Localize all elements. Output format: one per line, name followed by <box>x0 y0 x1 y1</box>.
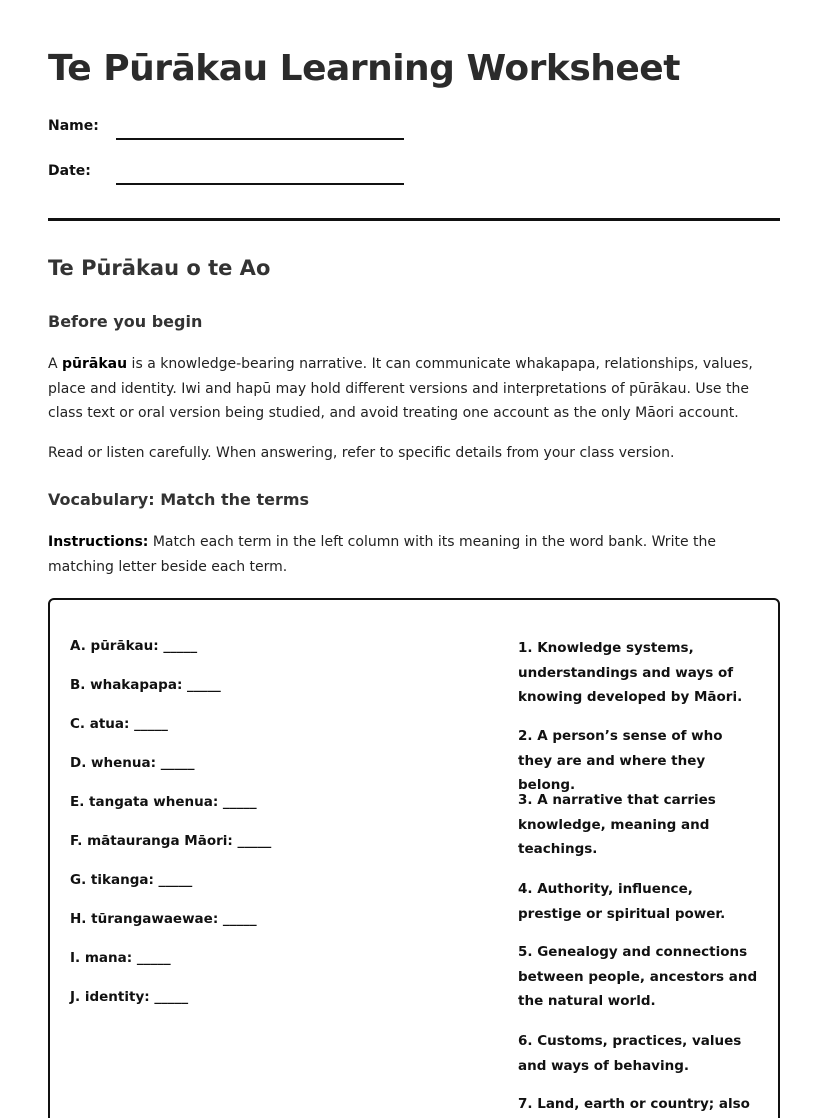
page-title: Te Pūrākau Learning Worksheet <box>48 48 680 89</box>
term-item[interactable]: D. whenua: _____ <box>70 755 195 771</box>
name-field <box>48 118 408 146</box>
intro-term: pūrākau <box>62 356 128 372</box>
term-item[interactable]: B. whakapapa: _____ <box>70 677 221 693</box>
definition-item: 4. Authority, influence, prestige or spiritual power. <box>518 881 726 922</box>
instructions-paragraph <box>48 530 780 579</box>
definition-item: 2. A person’s sense of who they are and where they belong. <box>518 728 723 793</box>
before-heading: Before you begin <box>48 312 203 331</box>
name-blank-line[interactable] <box>116 138 404 140</box>
date-blank-line[interactable] <box>116 183 404 185</box>
term-item[interactable]: H. tūrangawaewae: _____ <box>70 911 257 927</box>
term-item[interactable]: G. tikanga: _____ <box>70 872 193 888</box>
matching-box <box>48 598 780 1118</box>
term-item[interactable]: F. mātauranga Māori: _____ <box>70 833 272 849</box>
term-item[interactable]: E. tangata whenua: _____ <box>70 794 257 810</box>
definition-item: 1. Knowledge systems, understandings and ways of knowing developed by Māori. <box>518 640 743 705</box>
name-label: Name: <box>48 118 99 134</box>
term-item[interactable]: J. identity: _____ <box>70 989 189 1005</box>
definition-item: 7. Land, earth or country; also <box>518 1096 750 1112</box>
term-item[interactable]: C. atua: _____ <box>70 716 168 732</box>
term-item[interactable]: I. mana: _____ <box>70 950 171 966</box>
date-field <box>48 163 408 191</box>
definition-item: 5. Genealogy and connections between people, ancestors and the natural world. <box>518 944 758 1009</box>
intro-rest: is a knowledge-bearing narrative. It can communicate whakapapa, relationships, values, place and identity. Iwi and hapū may hold different versions and interpretations of pūrākau. Use the class text or oral version being studied, and avoid treating one account as the only Māori account. <box>48 356 753 421</box>
intro-paragraph <box>48 352 780 426</box>
section-title: Te Pūrākau o te Ao <box>48 256 271 280</box>
reading-paragraph: Read or listen carefully. When answering, refer to specific details from your class version. <box>48 445 675 461</box>
intro-prefix: A <box>48 356 63 372</box>
definition-item: 6. Customs, practices, values and ways of behaving. <box>518 1033 742 1074</box>
instructions-text: Match each term in the left column with its meaning in the word bank. Write the matching letter beside each term. <box>48 534 716 575</box>
instructions-label: Instructions: <box>48 534 149 550</box>
definition-item: 3. A narrative that carries knowledge, meaning and teachings. <box>518 792 716 857</box>
vocab-heading: Vocabulary: Match the terms <box>48 490 310 509</box>
term-item[interactable]: A. pūrākau: _____ <box>70 638 198 654</box>
date-label: Date: <box>48 163 91 179</box>
header-divider <box>48 218 780 221</box>
